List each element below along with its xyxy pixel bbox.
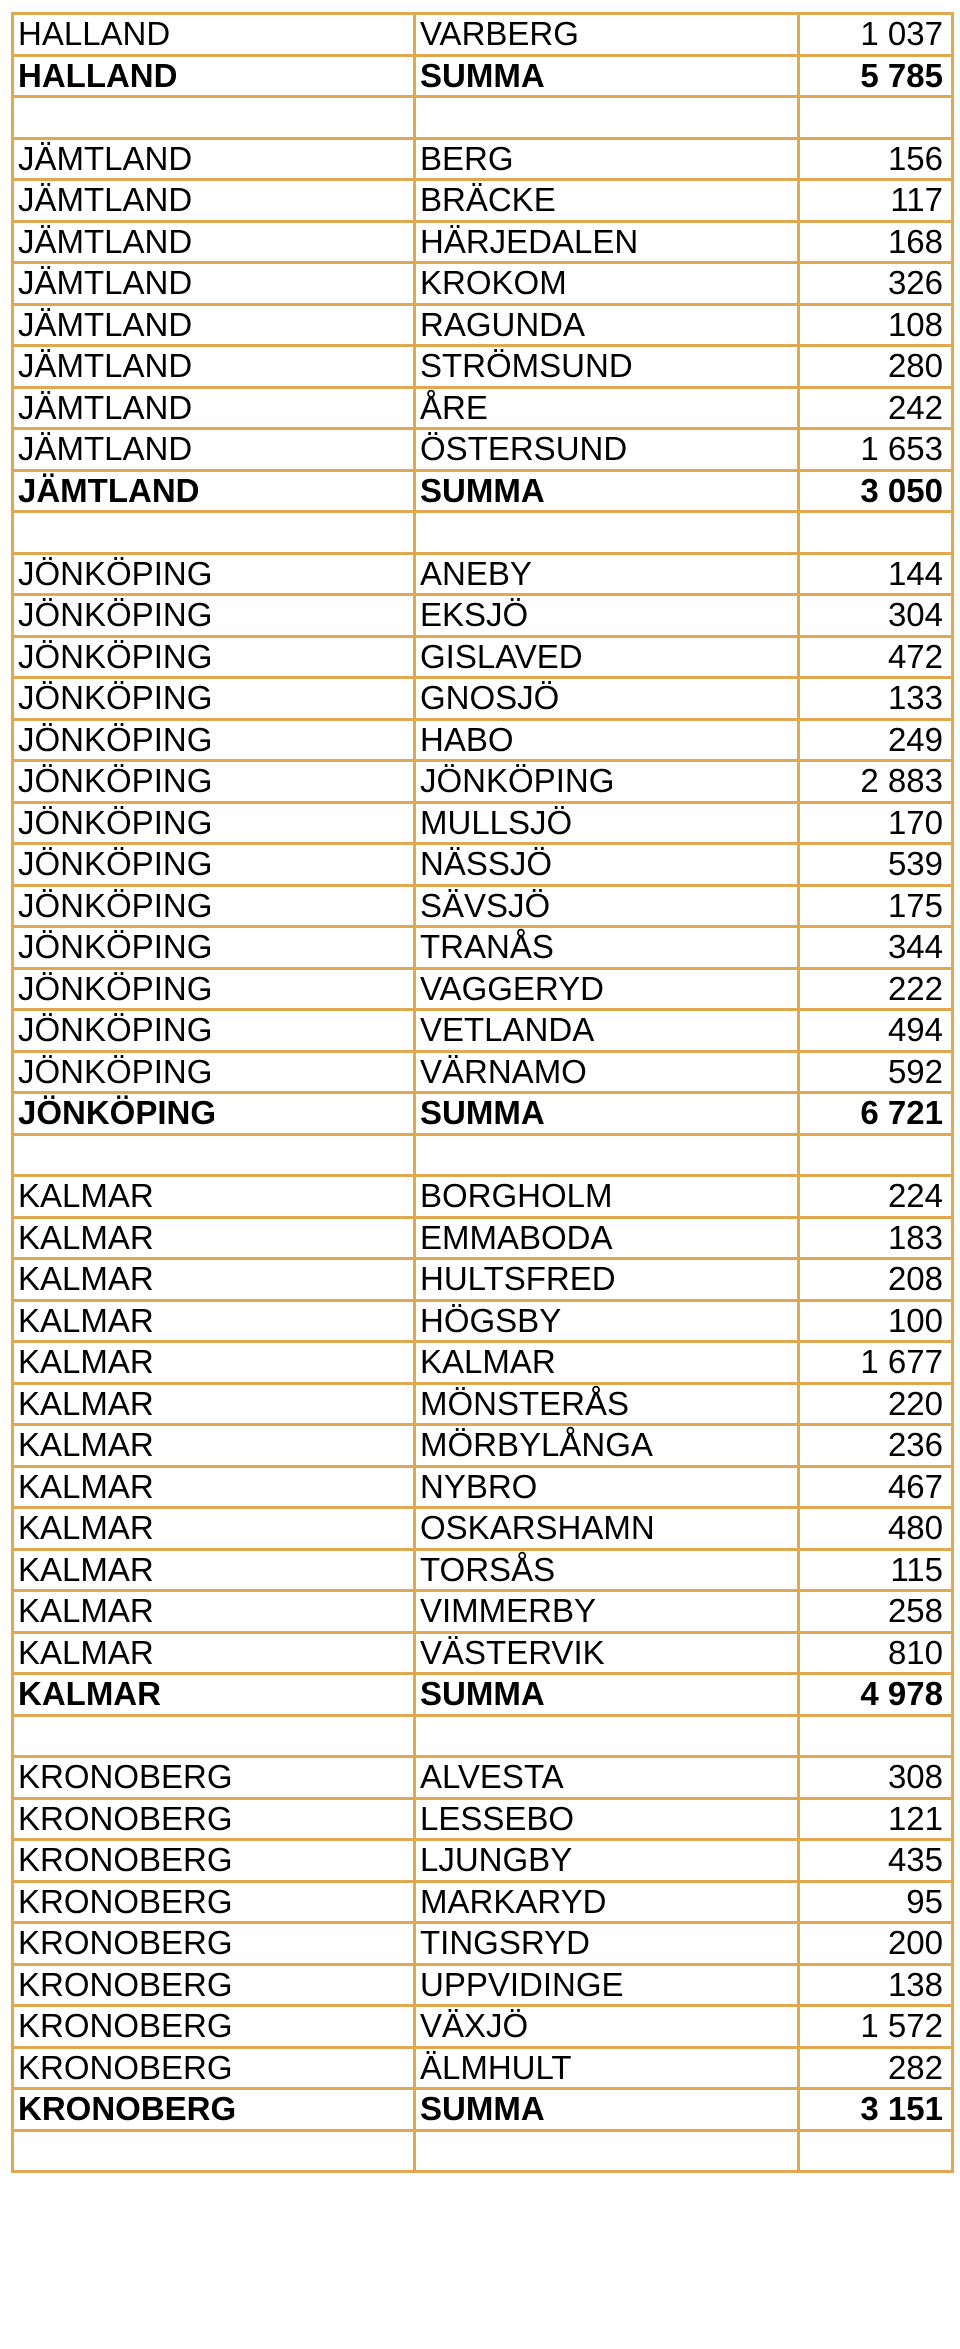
value-cell: 200 — [799, 1923, 953, 1965]
municipality-cell: SUMMA — [415, 1093, 799, 1135]
value-cell — [799, 1134, 953, 1176]
municipality-cell: SUMMA — [415, 55, 799, 97]
municipality-cell: RAGUNDA — [415, 304, 799, 346]
municipality-cell: VÄRNAMO — [415, 1051, 799, 1093]
municipality-cell: HABO — [415, 719, 799, 761]
table-row — [13, 14, 953, 56]
table-row — [13, 1466, 953, 1508]
municipality-cell — [415, 512, 799, 554]
municipality-cell — [415, 1715, 799, 1757]
county-cell: KRONOBERG — [13, 1923, 415, 1965]
value-cell: 304 — [799, 595, 953, 637]
table-row — [13, 1632, 953, 1674]
county-cell — [13, 1134, 415, 1176]
value-cell: 1 653 — [799, 429, 953, 471]
table-row — [13, 304, 953, 346]
value-cell: 170 — [799, 802, 953, 844]
municipality-cell: MÖNSTERÅS — [415, 1383, 799, 1425]
county-cell: JÖNKÖPING — [13, 678, 415, 720]
table-row — [13, 1383, 953, 1425]
table-row — [13, 595, 953, 637]
value-cell: 3 151 — [799, 2089, 953, 2131]
table-row — [13, 719, 953, 761]
municipality-table — [11, 12, 954, 2173]
table-row — [13, 138, 953, 180]
county-cell: KALMAR — [13, 1383, 415, 1425]
value-cell: 168 — [799, 221, 953, 263]
county-cell: KRONOBERG — [13, 2047, 415, 2089]
county-cell: JÖNKÖPING — [13, 1051, 415, 1093]
municipality-cell — [415, 1134, 799, 1176]
table-row — [13, 1840, 953, 1882]
county-cell: JÖNKÖPING — [13, 968, 415, 1010]
county-cell: KALMAR — [13, 1259, 415, 1301]
table-row — [13, 180, 953, 222]
county-cell: JÖNKÖPING — [13, 927, 415, 969]
value-cell: 2 883 — [799, 761, 953, 803]
table-row — [13, 429, 953, 471]
municipality-cell: ÖSTERSUND — [415, 429, 799, 471]
table-row — [13, 1881, 953, 1923]
value-cell: 494 — [799, 1010, 953, 1052]
value-cell: 539 — [799, 844, 953, 886]
municipality-cell: GNOSJÖ — [415, 678, 799, 720]
table-row — [13, 1259, 953, 1301]
value-cell: 435 — [799, 1840, 953, 1882]
municipality-cell: LESSEBO — [415, 1798, 799, 1840]
value-cell: 326 — [799, 263, 953, 305]
municipality-cell: KROKOM — [415, 263, 799, 305]
municipality-cell: EKSJÖ — [415, 595, 799, 637]
county-cell — [13, 512, 415, 554]
municipality-cell: BORGHOLM — [415, 1176, 799, 1218]
table-row — [13, 927, 953, 969]
table-row — [13, 1798, 953, 1840]
municipality-cell — [415, 97, 799, 139]
county-cell: KALMAR — [13, 1549, 415, 1591]
county-cell: JÖNKÖPING — [13, 844, 415, 886]
summary-row — [13, 1674, 953, 1716]
county-cell — [13, 1715, 415, 1757]
municipality-cell: MARKARYD — [415, 1881, 799, 1923]
municipality-cell: GISLAVED — [415, 636, 799, 678]
county-cell: HALLAND — [13, 55, 415, 97]
value-cell: 1 572 — [799, 2006, 953, 2048]
value-cell: 4 978 — [799, 1674, 953, 1716]
municipality-cell: ALVESTA — [415, 1757, 799, 1799]
value-cell: 117 — [799, 180, 953, 222]
value-cell — [799, 1715, 953, 1757]
county-cell: JÄMTLAND — [13, 180, 415, 222]
county-cell: KALMAR — [13, 1176, 415, 1218]
value-cell: 1 037 — [799, 14, 953, 56]
blank-row — [13, 1134, 953, 1176]
county-cell: KRONOBERG — [13, 1881, 415, 1923]
summary-row — [13, 2089, 953, 2131]
blank-row — [13, 97, 953, 139]
table-row — [13, 1300, 953, 1342]
table-row — [13, 1176, 953, 1218]
table-body — [13, 14, 953, 2172]
table-row — [13, 1591, 953, 1633]
municipality-cell: ÄLMHULT — [415, 2047, 799, 2089]
value-cell: 592 — [799, 1051, 953, 1093]
county-cell: KRONOBERG — [13, 2006, 415, 2048]
summary-row — [13, 1093, 953, 1135]
municipality-cell: VARBERG — [415, 14, 799, 56]
summary-row — [13, 470, 953, 512]
table-row — [13, 553, 953, 595]
value-cell: 3 050 — [799, 470, 953, 512]
table-row — [13, 1508, 953, 1550]
value-cell: 6 721 — [799, 1093, 953, 1135]
table-row — [13, 1757, 953, 1799]
county-cell: JÖNKÖPING — [13, 1010, 415, 1052]
table-row — [13, 1425, 953, 1467]
county-cell: KALMAR — [13, 1217, 415, 1259]
summary-row — [13, 55, 953, 97]
municipality-cell — [415, 2130, 799, 2172]
county-cell: KRONOBERG — [13, 1798, 415, 1840]
value-cell: 144 — [799, 553, 953, 595]
county-cell: KRONOBERG — [13, 2089, 415, 2131]
value-cell: 108 — [799, 304, 953, 346]
municipality-cell: SUMMA — [415, 2089, 799, 2131]
table-row — [13, 678, 953, 720]
county-cell: JÄMTLAND — [13, 138, 415, 180]
value-cell: 115 — [799, 1549, 953, 1591]
county-cell: KALMAR — [13, 1632, 415, 1674]
value-cell: 5 785 — [799, 55, 953, 97]
county-cell: JÖNKÖPING — [13, 761, 415, 803]
value-cell: 308 — [799, 1757, 953, 1799]
table-row — [13, 2006, 953, 2048]
value-cell: 156 — [799, 138, 953, 180]
county-cell: KALMAR — [13, 1508, 415, 1550]
municipality-cell: BRÄCKE — [415, 180, 799, 222]
table-row — [13, 1549, 953, 1591]
value-cell: 183 — [799, 1217, 953, 1259]
value-cell — [799, 512, 953, 554]
municipality-cell: MÖRBYLÅNGA — [415, 1425, 799, 1467]
value-cell: 220 — [799, 1383, 953, 1425]
county-cell: JÄMTLAND — [13, 429, 415, 471]
municipality-cell: VETLANDA — [415, 1010, 799, 1052]
blank-row — [13, 512, 953, 554]
county-cell: JÖNKÖPING — [13, 1093, 415, 1135]
county-cell: JÄMTLAND — [13, 346, 415, 388]
table-row — [13, 844, 953, 886]
value-cell: 810 — [799, 1632, 953, 1674]
table-row — [13, 761, 953, 803]
municipality-cell: TORSÅS — [415, 1549, 799, 1591]
table-row — [13, 387, 953, 429]
value-cell: 280 — [799, 346, 953, 388]
municipality-cell: ÅRE — [415, 387, 799, 429]
municipality-cell: EMMABODA — [415, 1217, 799, 1259]
county-cell: JÄMTLAND — [13, 304, 415, 346]
county-cell: JÄMTLAND — [13, 263, 415, 305]
municipality-cell: SUMMA — [415, 1674, 799, 1716]
county-cell: JÄMTLAND — [13, 221, 415, 263]
municipality-cell: SUMMA — [415, 470, 799, 512]
municipality-cell: VÄXJÖ — [415, 2006, 799, 2048]
value-cell: 175 — [799, 885, 953, 927]
county-cell: JÖNKÖPING — [13, 719, 415, 761]
blank-row — [13, 1715, 953, 1757]
table-row — [13, 802, 953, 844]
county-cell: KALMAR — [13, 1425, 415, 1467]
table-row — [13, 968, 953, 1010]
value-cell: 236 — [799, 1425, 953, 1467]
county-cell: KRONOBERG — [13, 1964, 415, 2006]
table-row — [13, 263, 953, 305]
value-cell: 95 — [799, 1881, 953, 1923]
value-cell: 480 — [799, 1508, 953, 1550]
value-cell: 208 — [799, 1259, 953, 1301]
county-cell: JÄMTLAND — [13, 387, 415, 429]
municipality-cell: HÖGSBY — [415, 1300, 799, 1342]
value-cell: 1 677 — [799, 1342, 953, 1384]
value-cell — [799, 97, 953, 139]
municipality-cell: NÄSSJÖ — [415, 844, 799, 886]
municipality-cell: VAGGERYD — [415, 968, 799, 1010]
municipality-cell: SÄVSJÖ — [415, 885, 799, 927]
county-cell: KALMAR — [13, 1300, 415, 1342]
value-cell: 138 — [799, 1964, 953, 2006]
municipality-cell: HÄRJEDALEN — [415, 221, 799, 263]
value-cell: 344 — [799, 927, 953, 969]
county-cell: JÖNKÖPING — [13, 553, 415, 595]
municipality-cell: JÖNKÖPING — [415, 761, 799, 803]
municipality-cell: HULTSFRED — [415, 1259, 799, 1301]
county-cell: HALLAND — [13, 14, 415, 56]
table-row — [13, 636, 953, 678]
municipality-cell: VIMMERBY — [415, 1591, 799, 1633]
municipality-cell: UPPVIDINGE — [415, 1964, 799, 2006]
county-cell: KALMAR — [13, 1466, 415, 1508]
value-cell: 222 — [799, 968, 953, 1010]
value-cell: 100 — [799, 1300, 953, 1342]
municipality-cell: ANEBY — [415, 553, 799, 595]
value-cell: 224 — [799, 1176, 953, 1218]
municipality-cell: NYBRO — [415, 1466, 799, 1508]
municipality-cell: VÄSTERVIK — [415, 1632, 799, 1674]
municipality-cell: TRANÅS — [415, 927, 799, 969]
table-row — [13, 1051, 953, 1093]
table-row — [13, 885, 953, 927]
county-cell: JÖNKÖPING — [13, 885, 415, 927]
county-cell: KRONOBERG — [13, 1757, 415, 1799]
value-cell: 121 — [799, 1798, 953, 1840]
blank-row — [13, 2130, 953, 2172]
county-cell — [13, 97, 415, 139]
value-cell: 282 — [799, 2047, 953, 2089]
municipality-cell: STRÖMSUND — [415, 346, 799, 388]
table-row — [13, 1923, 953, 1965]
municipality-cell: OSKARSHAMN — [415, 1508, 799, 1550]
county-cell: JÄMTLAND — [13, 470, 415, 512]
county-cell: KALMAR — [13, 1342, 415, 1384]
municipality-cell: LJUNGBY — [415, 1840, 799, 1882]
table-row — [13, 1010, 953, 1052]
table-row — [13, 1964, 953, 2006]
value-cell: 133 — [799, 678, 953, 720]
county-cell: JÖNKÖPING — [13, 802, 415, 844]
municipality-cell: TINGSRYD — [415, 1923, 799, 1965]
county-cell: JÖNKÖPING — [13, 595, 415, 637]
county-cell: JÖNKÖPING — [13, 636, 415, 678]
table-row — [13, 2047, 953, 2089]
county-cell: KALMAR — [13, 1674, 415, 1716]
value-cell: 472 — [799, 636, 953, 678]
table-row — [13, 346, 953, 388]
municipality-cell: BERG — [415, 138, 799, 180]
table-row — [13, 1342, 953, 1384]
county-cell: KALMAR — [13, 1591, 415, 1633]
value-cell: 249 — [799, 719, 953, 761]
municipality-cell: KALMAR — [415, 1342, 799, 1384]
county-cell: KRONOBERG — [13, 1840, 415, 1882]
value-cell: 258 — [799, 1591, 953, 1633]
municipality-cell: MULLSJÖ — [415, 802, 799, 844]
table-row — [13, 221, 953, 263]
county-cell — [13, 2130, 415, 2172]
table-row — [13, 1217, 953, 1259]
value-cell — [799, 2130, 953, 2172]
value-cell: 467 — [799, 1466, 953, 1508]
value-cell: 242 — [799, 387, 953, 429]
